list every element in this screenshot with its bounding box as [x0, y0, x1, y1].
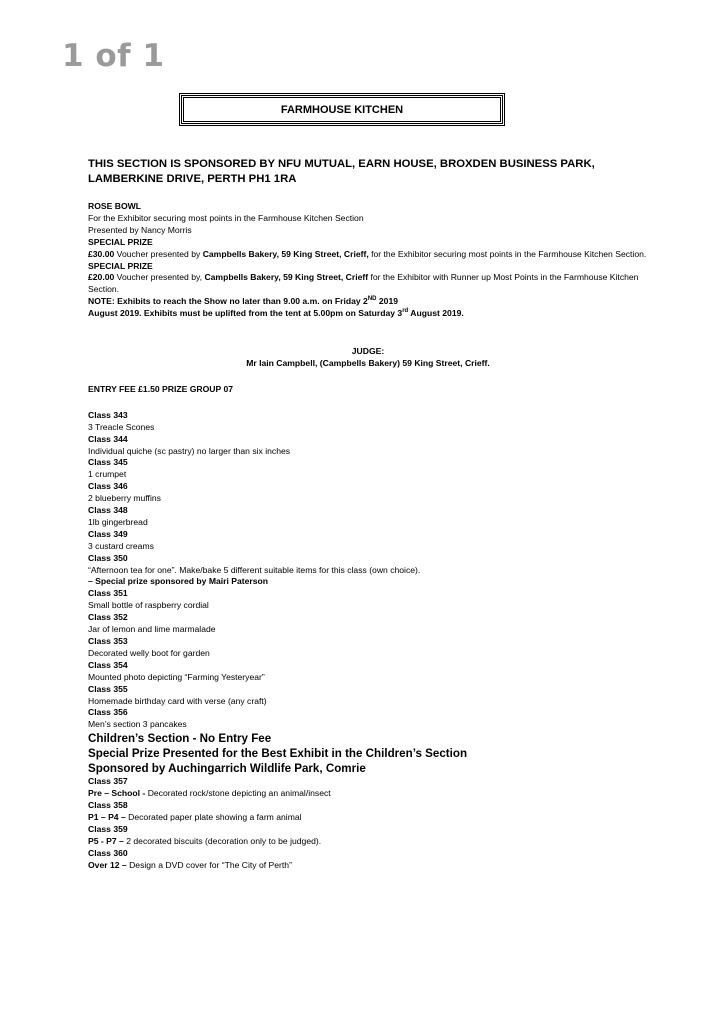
class-desc: 1lb gingerbread — [88, 516, 148, 527]
children-line-1: Children’s Section - No Entry Fee — [88, 732, 272, 746]
children-line-2: Special Prize Presented for the Best Exhibit in the Children’s Section — [88, 747, 468, 761]
class-label: Class 358 — [88, 800, 128, 811]
special-prize-2-business: Campbells Bakery, 59 King Street, Crieff — [204, 272, 369, 283]
section-title: FARMHOUSE KITCHEN — [280, 103, 404, 116]
list-item — [88, 684, 648, 708]
class-desc: Individual quiche (sc pastry) no larger than six inches — [88, 445, 291, 456]
class-desc: Decorated welly boot for garden — [88, 647, 210, 658]
special-prize-2-text-a: Voucher presented by, — [114, 272, 205, 283]
class-special-prize: – Special prize sponsored by Mairi Paterson — [88, 576, 269, 587]
entry-fee: ENTRY FEE £1.50 PRIZE GROUP 07 — [88, 383, 234, 394]
special-prize-2-text-b: for the Exhibitor with Runner up Most Points in the Farmhouse Kitchen Section. — [88, 272, 639, 295]
class-label: Class 344 — [88, 433, 128, 444]
child-class-list — [88, 776, 648, 871]
note-sup-1: ND — [367, 296, 377, 303]
class-desc: Jar of lemon and lime marmalade — [88, 624, 216, 635]
class-label: Class 360 — [88, 847, 128, 858]
class-desc-text: 2 decorated biscuits (decoration only to be judged). — [123, 835, 322, 846]
note-block — [88, 296, 648, 320]
sponsor-line-2: LAMBERKINE DRIVE, PERTH PH1 1RA — [88, 173, 297, 185]
class-list — [88, 410, 648, 731]
special-prize-1-heading: SPECIAL PRIZE — [88, 236, 153, 247]
class-desc — [88, 836, 648, 848]
class-desc: Mounted photo depicting “Farming Yesteryear” — [88, 671, 265, 682]
section-title-box — [179, 93, 505, 126]
judge-block — [88, 346, 648, 370]
class-label: Class 357 — [88, 776, 128, 787]
class-label: Class 355 — [88, 683, 128, 694]
special-prize-1-text-a: Voucher presented by — [114, 248, 203, 259]
list-item — [88, 612, 648, 636]
class-desc-text: Decorated paper plate showing a farm animal — [125, 811, 302, 822]
document-body — [88, 157, 648, 872]
list-item — [88, 529, 648, 553]
special-prize-2-block — [88, 261, 648, 297]
class-age-group: Over 12 – — [88, 859, 127, 870]
list-item — [88, 848, 648, 872]
class-desc: Homemade birthday card with verse (any craft) — [88, 695, 267, 706]
note-sup-2: rd — [402, 308, 409, 315]
special-prize-2-heading: SPECIAL PRIZE — [88, 260, 153, 271]
class-label: Class 352 — [88, 612, 128, 623]
list-item — [88, 636, 648, 660]
class-label: Class 349 — [88, 528, 128, 539]
class-label: Class 346 — [88, 481, 128, 492]
class-desc: 1 crumpet — [88, 469, 127, 480]
list-item — [88, 660, 648, 684]
list-item — [88, 553, 648, 589]
note-line-1 — [88, 296, 648, 308]
class-desc: “Afternoon tea for one”. Make/bake 5 different suitable items for this class (own choice). — [88, 564, 421, 575]
rose-bowl-block — [88, 201, 648, 237]
list-item — [88, 457, 648, 481]
special-prize-2-text — [88, 272, 648, 296]
note-part-4: August 2019. — [408, 308, 464, 319]
judge-heading: JUDGE: — [351, 346, 385, 357]
list-item — [88, 707, 648, 731]
class-desc: Small bottle of raspberry cordial — [88, 600, 209, 611]
note-part-1: NOTE: Exhibits to reach the Show no later than 9.00 a.m. on Friday 2 — [88, 296, 368, 307]
class-desc-text: Decorated rock/stone depicting an animal/insect — [145, 788, 331, 799]
class-age-group: Pre – School - — [88, 788, 146, 799]
special-prize-1-block — [88, 237, 648, 261]
note-part-3: August 2019. Exhibits must be uplifted from the tent at 5.00pm on Saturday 3 — [88, 308, 403, 319]
class-desc: 3 Treacle Scones — [88, 421, 155, 432]
rose-bowl-heading: ROSE BOWL — [88, 201, 141, 211]
list-item — [88, 434, 648, 458]
note-part-2: 2019 — [376, 296, 399, 307]
list-item — [88, 800, 648, 824]
class-label: Class 351 — [88, 588, 128, 599]
class-label: Class 356 — [88, 707, 128, 718]
class-label: Class 350 — [88, 552, 128, 563]
list-item — [88, 410, 648, 434]
class-desc: 2 blueberry muffins — [88, 493, 161, 504]
special-prize-1-amount: £30.00 — [88, 248, 115, 259]
children-section-header — [88, 731, 648, 776]
class-label: Class 354 — [88, 659, 128, 670]
class-label: Class 343 — [88, 409, 128, 420]
class-label: Class 348 — [88, 505, 128, 516]
class-desc: 3 custard creams — [88, 540, 154, 551]
class-label: Class 345 — [88, 457, 128, 468]
special-prize-1-text-b: for the Exhibitor securing most points in the Farmhouse Kitchen Section. — [368, 248, 647, 259]
class-desc: Men’s section 3 pancakes — [88, 719, 187, 730]
list-item — [88, 824, 648, 848]
rose-bowl-line-1: For the Exhibitor securing most points in the Farmhouse Kitchen Section — [88, 212, 364, 223]
rose-bowl-line-2: Presented by Nancy Morris — [88, 224, 192, 235]
list-item — [88, 776, 648, 800]
sponsor-line-1: THIS SECTION IS SPONSORED BY NFU MUTUAL, EARN HOUSE, BROXDEN BUSINESS PARK, — [88, 158, 595, 170]
special-prize-1-business: Campbells Bakery, 59 King Street, Crieff, — [202, 248, 369, 259]
list-item — [88, 481, 648, 505]
judge-name: Mr Iain Campbell, (Campbells Bakery) 59 King Street, Crieff. — [246, 357, 490, 368]
special-prize-1-text — [88, 249, 648, 261]
children-line-3: Sponsored by Auchingarrich Wildlife Park, Comrie — [88, 762, 366, 776]
list-item — [88, 588, 648, 612]
class-desc — [88, 812, 648, 824]
class-desc-text: Design a DVD cover for “The City of Perth” — [126, 859, 292, 870]
class-desc — [88, 788, 648, 800]
list-item — [88, 505, 648, 529]
class-desc — [88, 860, 648, 872]
note-line-2 — [88, 308, 648, 320]
class-label: Class 353 — [88, 636, 128, 646]
page-counter: 1 of 1 — [62, 38, 165, 74]
class-age-group: P1 – P4 – — [88, 811, 126, 822]
class-age-group: P5 - P7 – — [88, 835, 124, 846]
sponsor-statement — [88, 157, 648, 187]
class-label: Class 359 — [88, 823, 128, 834]
special-prize-2-amount: £20.00 — [88, 272, 115, 283]
